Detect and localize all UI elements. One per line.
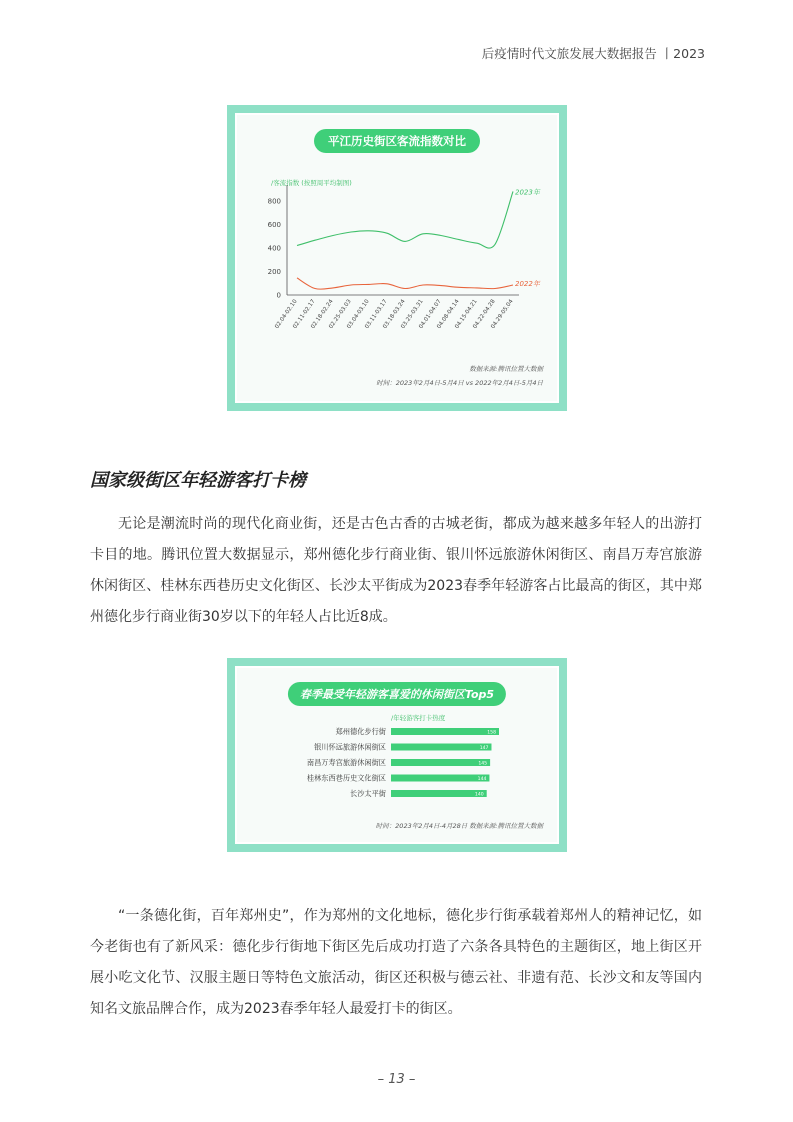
bar-chart [237, 668, 557, 842]
x-tick-label: 04.29-05.04 [490, 298, 515, 331]
chart1-panel [235, 113, 559, 403]
x-tick-label: 02.11-02.17 [292, 298, 317, 331]
x-tick-label: 04.08-04.14 [436, 298, 461, 331]
x-tick-label: 02.25-03.03 [328, 298, 353, 331]
y-axis-label: /客流指数 (按照周平均制图) [271, 179, 352, 187]
x-tick-label: 03.04-03.10 [346, 298, 371, 331]
x-tick-label: 04.22-04.28 [472, 298, 497, 331]
chart2-frame [227, 658, 567, 852]
bar-category-label: 桂林东西巷历史文化街区 [306, 773, 386, 783]
paragraph-1: 无论是潮流时尚的现代化商业街，还是古色古香的古城老街，都成为越来越多年轻人的出游打卡目的地。腾讯位置大数据显示，郑州德化步行商业街、银川怀远旅游休闲街区、南昌万寿宫旅游休闲街区、桂林东西巷历史文化街区、长沙太平街成为2023春季年轻游客占比最高的街区，其中郑州德化步行商业街30岁以下的年轻人占比近8成。 [90, 516, 702, 625]
x-axis-label: /年轻游客打卡热度 [391, 714, 446, 722]
x-tick-label: 04.01-04.07 [418, 298, 443, 331]
bar [391, 744, 491, 751]
x-tick-label: 03.18-03.24 [382, 298, 407, 331]
bar-category-label: 南昌万寿宫旅游休闲街区 [306, 758, 386, 767]
bar-value-label: 158 [487, 730, 496, 736]
bar [391, 775, 489, 782]
chart1-title: 平江历史街区客流指数对比 [314, 129, 480, 153]
report-header-title: 后疫情时代文旅发展大数据报告 丨2023 [481, 46, 705, 61]
x-tick-label: 04.15-04.21 [454, 298, 479, 331]
line-chart [237, 115, 557, 401]
bar-value-label: 140 [474, 792, 484, 798]
bar-value-label: 144 [477, 776, 487, 782]
bar-value-label: 145 [478, 761, 488, 767]
paragraph-2: “一条德化街，百年郑州史”，作为郑州的文化地标，德化步行街承载着郑州人的精神记忆，如今老街也有了新风采：德化步行街地下街区先后成功打造了六条各具特色的主题街区，地上街区开展小吃文化节、汉服主题日等特色文旅活动，街区还积极与德云社、非遗有范、长沙文和友等国内知名文旅品牌合作，成为2023春季年轻人最爱打卡的街区。 [90, 908, 702, 1017]
chart2-footer-note: 时间：2023年2月4日-4月28日 数据来源:腾讯位置大数据 [375, 822, 543, 830]
y-tick-label: 800 [267, 197, 281, 206]
time-range-note: 时间：2023年2月4日-5月4日 vs 2022年2月4日-5月4日 [376, 379, 543, 387]
chart1-frame [227, 105, 567, 411]
section-heading: 国家级街区年轻游客打卡榜 [90, 470, 306, 491]
x-tick-label: 03.25-03.31 [400, 298, 425, 331]
x-tick-label: 02.18-02.24 [310, 298, 335, 331]
y-tick-label: 0 [276, 291, 281, 300]
y-tick-label: 600 [267, 220, 281, 229]
chart2-panel [235, 666, 559, 844]
bar-category-label: 郑州德化步行街 [335, 727, 386, 736]
data-source-note: 数据来源:腾讯位置大数据 [469, 365, 543, 373]
bar-category-label: 长沙太平街 [350, 789, 386, 798]
bar [391, 790, 487, 797]
bar [391, 728, 499, 735]
page-number: – 13 – [377, 1072, 416, 1087]
series-label: 2022年 [515, 279, 540, 288]
series-label: 2023年 [515, 188, 540, 197]
bar-value-label: 147 [479, 745, 489, 751]
x-tick-label: 02.04-02.10 [274, 298, 299, 331]
bar [391, 759, 490, 766]
series-line-2022年 [297, 278, 513, 289]
bar-category-label: 银川怀远旅游休闲街区 [314, 742, 386, 752]
y-tick-label: 200 [267, 267, 281, 276]
chart2-title: 春季最受年轻游客喜爱的休闲街区Top5 [288, 682, 506, 706]
y-tick-label: 400 [267, 244, 281, 253]
series-line-2023年 [297, 191, 513, 248]
x-tick-label: 03.11-03.17 [364, 298, 389, 331]
